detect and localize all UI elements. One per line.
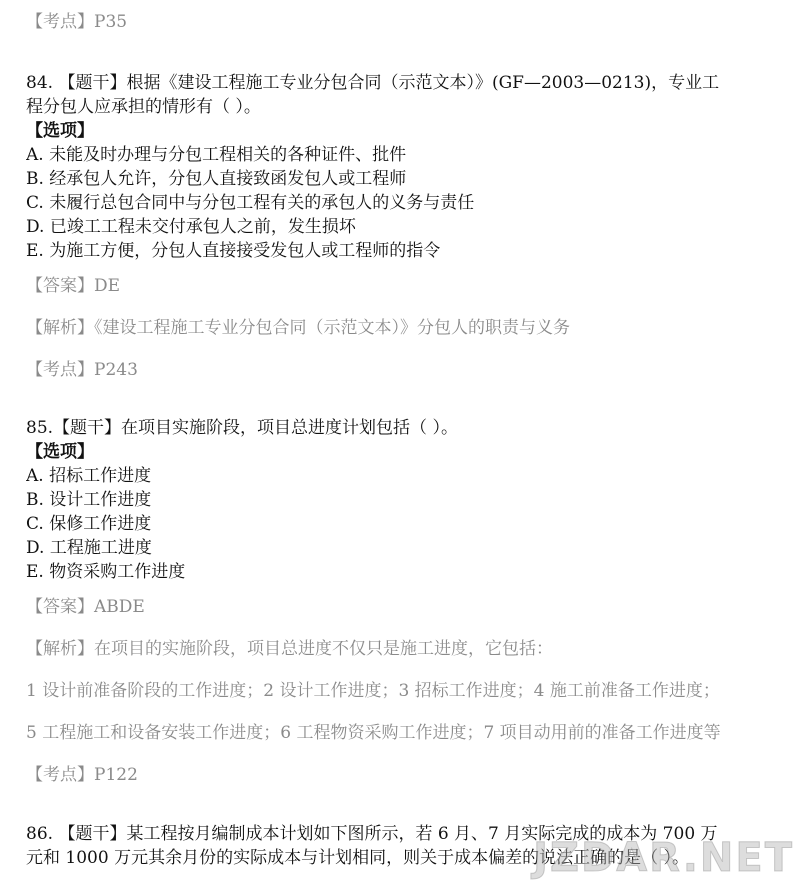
- q84-option-e: E. 为施工方便，分包人直接接受发包人或工程师的指令: [26, 241, 441, 261]
- q85-option-a: A. 招标工作进度: [26, 466, 152, 486]
- kaodian-p35: 【考点】P35: [26, 12, 128, 32]
- q85-options-header: 【选项】: [26, 442, 94, 462]
- q85-option-d: D. 工程施工进度: [26, 538, 152, 558]
- q84-kaodian: 【考点】P243: [26, 360, 138, 380]
- q85-option-b: B. 设计工作进度: [26, 490, 152, 510]
- q85-analysis-line2: 1 设计前准备阶段的工作进度；2 设计工作进度；3 招标工作进度；4 施工前准备工作进度；: [26, 681, 720, 701]
- q84-analysis: 【解析】《建设工程施工专业分包合同（示范文本）》分包人的职责与义务: [26, 318, 570, 338]
- q85-stem: 85.【题干】在项目实施阶段，项目总进度计划包括（ ）。: [26, 418, 458, 438]
- q85-option-c: C. 保修工作进度: [26, 514, 152, 534]
- site-watermark: JZDAR.NET: [533, 835, 794, 881]
- q84-answer: 【答案】DE: [26, 276, 121, 296]
- q85-answer: 【答案】ABDE: [26, 597, 145, 617]
- q84-option-a: A. 未能及时办理与分包工程相关的各种证件、批件: [26, 145, 407, 165]
- q85-kaodian: 【考点】P122: [26, 765, 138, 785]
- q84-options-header: 【选项】: [26, 121, 94, 141]
- q85-analysis-line3: 5 工程施工和设备安装工作进度；6 工程物资采购工作进度；7 项目动用前的准备工作进度等: [26, 723, 721, 743]
- q86-stem-line1: 86. 【题干】某工程按月编制成本计划如下图所示，若 6 月、7 月实际完成的成本为 700 万: [26, 824, 718, 844]
- q84-option-c: C. 未履行总包合同中与分包工程有关的承包人的义务与责任: [26, 193, 475, 213]
- q85-option-e: E. 物资采购工作进度: [26, 562, 186, 582]
- q86-stem-line2: 元和 1000 万元其余月份的实际成本与计划相同，则关于成本偏差的说法正确的是（ ）。: [26, 848, 689, 868]
- q84-stem-line1: 84. 【题干】根据《建设工程施工专业分包合同（示范文本）》(GF—2003—0213)，专业工: [26, 73, 720, 93]
- q84-stem-line2: 程分包人应承担的情形有（ ）。: [26, 97, 261, 117]
- q84-option-d: D. 已竣工工程未交付承包人之前，发生损坏: [26, 217, 356, 237]
- q85-analysis-line1: 【解析】在项目的实施阶段，项目总进度不仅只是施工进度，它包括：: [26, 639, 553, 659]
- q84-option-b: B. 经承包人允许，分包人直接致函发包人或工程师: [26, 169, 407, 189]
